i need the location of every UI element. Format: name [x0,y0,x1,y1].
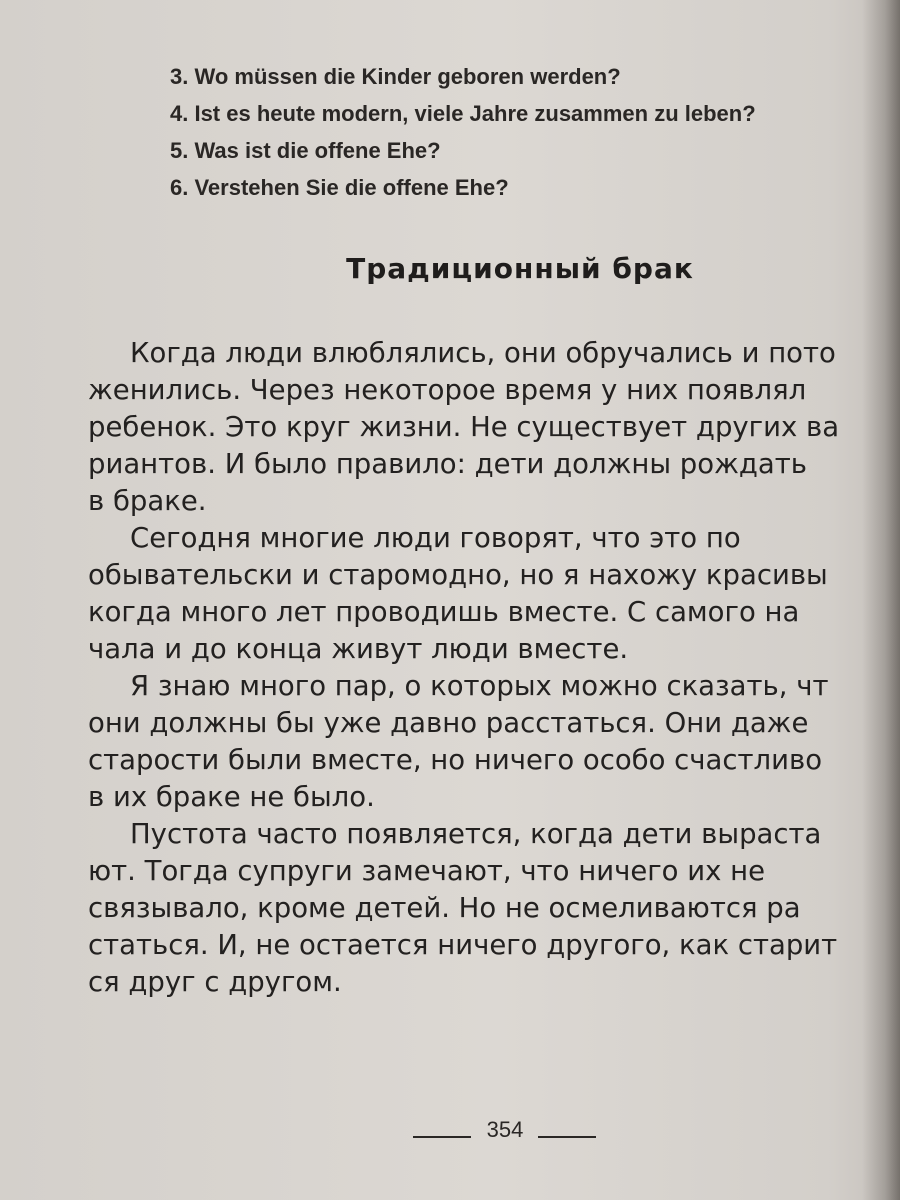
text-line: чала и до конца живут люди вместе. [88,633,629,665]
text-line: риантов. И было правило: дети должны рождать [88,448,807,480]
text-line: Когда люди влюблялись, они обручались и пото [130,337,836,369]
text-line: Сегодня многие люди говорят, что это по [130,522,741,554]
question-item: 4. Ist es heute modern, viele Jahre zusammen zu leben? [170,101,756,126]
footer-rule-right [538,1136,596,1138]
footer-rule-left [413,1136,471,1138]
question-item: 3. Wo müssen die Kinder geboren werden? [170,64,621,89]
text-line: ребенок. Это круг жизни. Не существует других ва [88,411,840,443]
article-body [88,335,900,1001]
page-footer [0,1115,900,1155]
section-title: Традиционный брак [346,252,694,285]
page-number: 354 [486,1117,524,1142]
text-line: Я знаю много пар, о которых можно сказать, чт [130,670,829,702]
question-item: 6. Verstehen Sie die offene Ehe? [170,175,509,200]
text-line: Пустота часто появляется, когда дети выраста [130,818,822,850]
text-line: статься. И, не остается ничего другого, как старит [88,929,838,961]
text-line: ют. Тогда супруги замечают, что ничего их не [88,855,766,887]
question-list [170,58,810,206]
text-line: женились. Через некоторое время у них появлял [88,374,807,406]
text-line: обывательски и старомодно, но я нахожу красивы [88,559,828,591]
text-line: в их браке не было. [88,781,375,813]
text-line: они должны бы уже давно расстаться. Они даже [88,707,809,739]
question-item: 5. Was ist die offene Ehe? [170,138,441,163]
text-line: старости были вместе, но ничего особо счастливо [88,744,823,776]
text-line: когда много лет проводишь вместе. С самого на [88,596,800,628]
text-line: ся друг с другом. [88,966,342,998]
text-line: в браке. [88,485,207,517]
text-line: связывало, кроме детей. Но не осмеливаются ра [88,892,801,924]
binding-edge-shadow [862,0,900,1200]
